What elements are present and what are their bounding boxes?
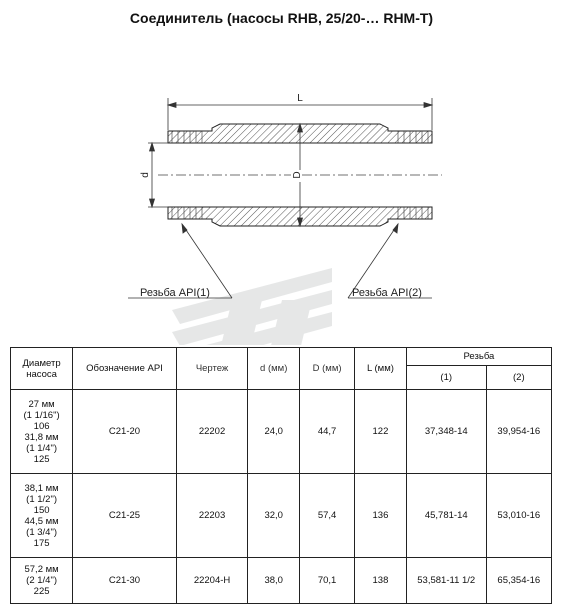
cell-D: 44,7	[300, 390, 355, 474]
cell-L: 136	[355, 474, 407, 558]
label-d: d	[140, 172, 151, 178]
cell-D: 57,4	[300, 474, 355, 558]
spec-table	[10, 347, 552, 604]
table-row	[11, 474, 552, 558]
header-L: L (мм)	[355, 348, 407, 390]
cell-drawing: 22203	[176, 474, 248, 558]
header-thread-2: (2)	[486, 366, 551, 390]
page-title: Соединитель (насосы RHB, 25/20-… RHM-T)	[129, 10, 434, 26]
label-thread-right: Резьба API(2)	[352, 287, 422, 299]
cell-L: 122	[355, 390, 407, 474]
cell-drawing: 22202	[176, 390, 248, 474]
cell-L: 138	[355, 558, 407, 604]
cell-thread-2: 65,354-16	[486, 558, 551, 604]
table-row	[11, 558, 552, 604]
cell-diameters: 27 мм (1 1/16") 106 31,8 мм (1 1/4") 125	[11, 390, 73, 474]
cell-designation: C21-20	[73, 390, 177, 474]
header-thread: Резьба	[406, 348, 551, 366]
header-drawing: Чертеж	[176, 348, 248, 390]
cell-d: 38,0	[248, 558, 300, 604]
header-thread-1: (1)	[406, 366, 486, 390]
cell-thread-1: 45,781-14	[406, 474, 486, 558]
cell-D: 70,1	[300, 558, 355, 604]
header-diameter: Диаметр насоса	[11, 348, 73, 390]
cell-diameters: 57,2 мм (2 1/4") 225	[11, 558, 73, 604]
label-D: D	[292, 171, 303, 179]
label-thread-left: Резьба API(1)	[140, 287, 210, 299]
cell-designation: C21-30	[73, 558, 177, 604]
watermark-logo	[172, 268, 332, 345]
header-designation: Обозначение API	[73, 348, 177, 390]
cell-designation: C21-25	[73, 474, 177, 558]
header-d: d (мм)	[248, 348, 300, 390]
cell-drawing: 22204-H	[176, 558, 248, 604]
cell-diameters: 38,1 мм (1 1/2") 150 44,5 мм (1 3/4") 175	[11, 474, 73, 558]
cell-d: 32,0	[248, 474, 300, 558]
cell-thread-2: 53,010-16	[486, 474, 551, 558]
cell-thread-1: 53,581-11 1/2	[406, 558, 486, 604]
cell-d: 24,0	[248, 390, 300, 474]
cell-thread-2: 39,954-16	[486, 390, 551, 474]
table-row	[11, 390, 552, 474]
cell-thread-1: 37,348-14	[406, 390, 486, 474]
label-L: L	[297, 93, 303, 104]
header-D: D (мм)	[300, 348, 355, 390]
